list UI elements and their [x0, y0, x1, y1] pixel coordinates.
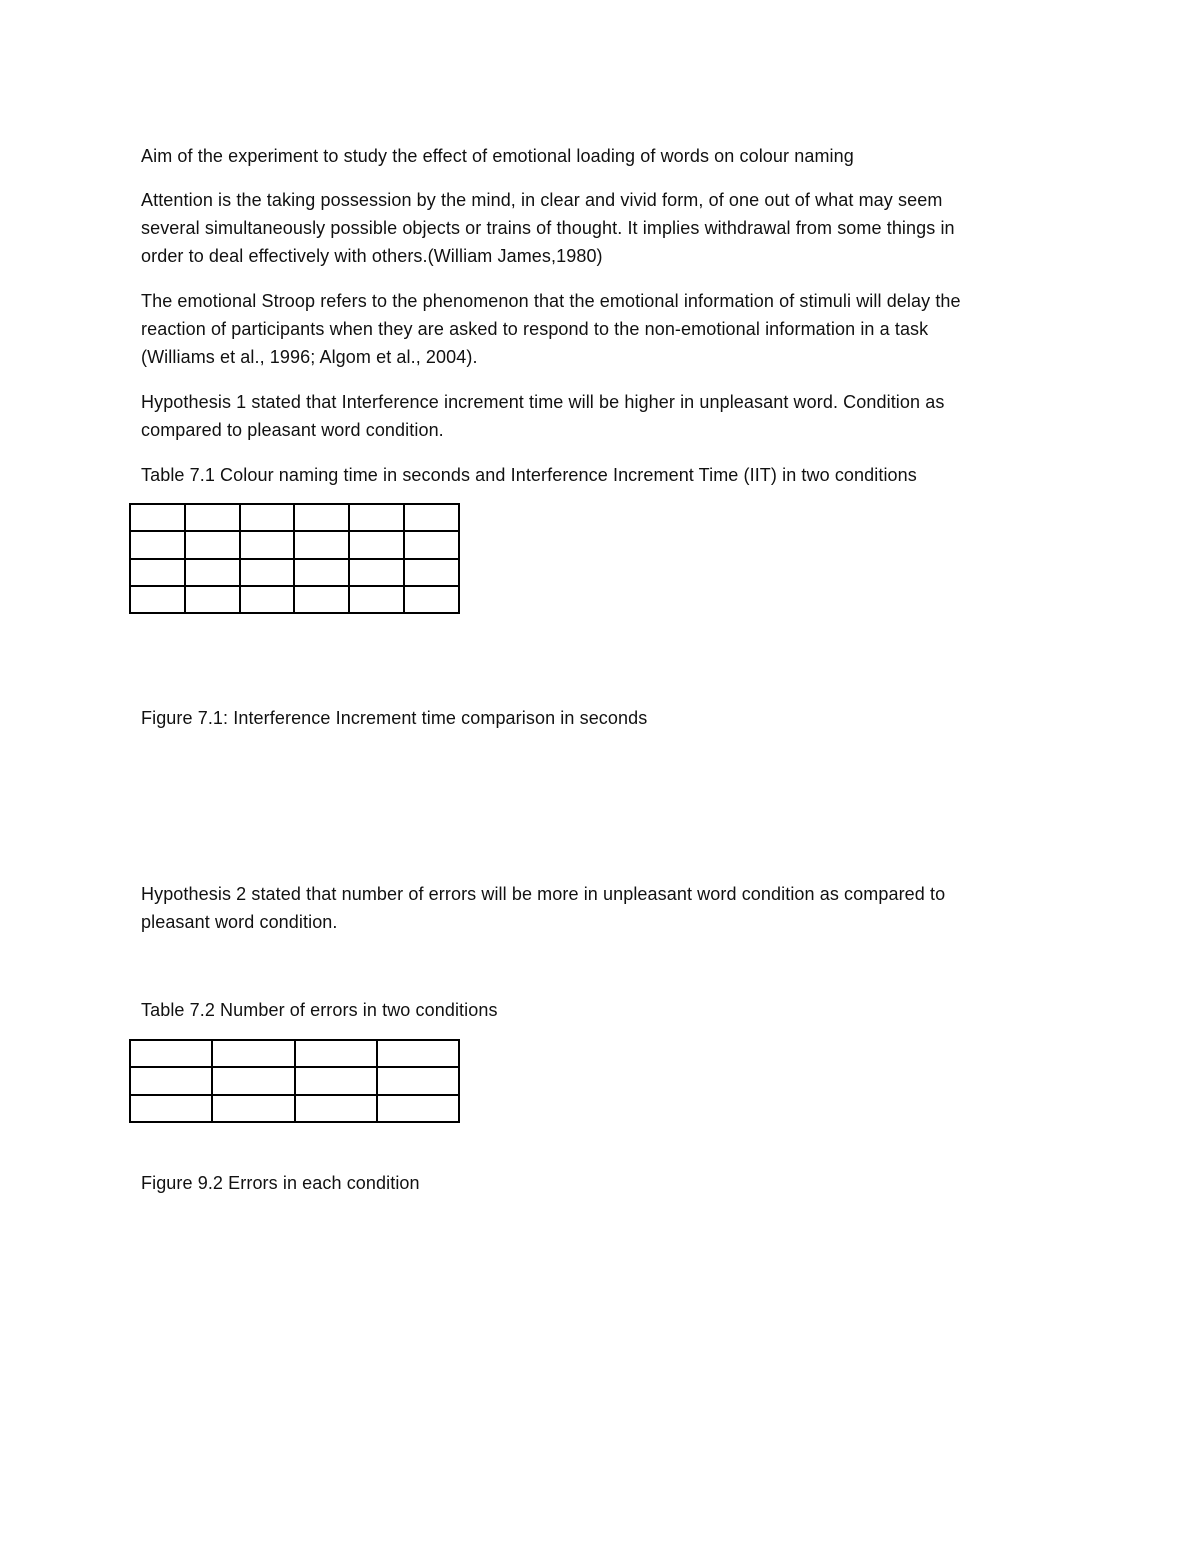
stroop-paragraph — [141, 287, 1071, 371]
table-row — [130, 586, 459, 613]
table-cell — [294, 531, 349, 558]
colour-naming-table — [129, 503, 460, 614]
attention-line: several simultaneously possible objects or trains of thought. It implies withdrawal from some things in — [141, 218, 955, 238]
table-cell — [349, 531, 404, 558]
table-cell — [349, 504, 404, 531]
table-row — [130, 504, 459, 531]
attention-paragraph — [141, 186, 1071, 270]
hypothesis2-line: pleasant word condition. — [141, 912, 338, 932]
table-cell — [377, 1095, 459, 1122]
table-row — [130, 531, 459, 558]
hypothesis1-line: compared to pleasant word condition. — [141, 420, 444, 440]
table-cell — [130, 1040, 212, 1067]
table-cell — [212, 1095, 294, 1122]
table-cell — [185, 504, 240, 531]
table-cell — [404, 531, 459, 558]
table-cell — [130, 1067, 212, 1094]
table-cell — [240, 504, 295, 531]
errors-table — [129, 1039, 460, 1123]
table-cell — [294, 559, 349, 586]
stroop-line: (Williams et al., 1996; Algom et al., 2004). — [141, 347, 478, 367]
table-cell — [294, 504, 349, 531]
table-row — [130, 1095, 459, 1122]
table-cell — [404, 559, 459, 586]
stroop-line: reaction of participants when they are asked to respond to the non-emotional information in a task — [141, 319, 929, 339]
table-cell — [295, 1067, 377, 1094]
table-cell — [130, 559, 185, 586]
table-row — [130, 1040, 459, 1067]
table-cell — [294, 586, 349, 613]
hypothesis1-paragraph — [141, 388, 1071, 444]
table-cell — [185, 586, 240, 613]
table-cell — [240, 531, 295, 558]
table-cell — [295, 1040, 377, 1067]
attention-line: order to deal effectively with others.(William James,1980) — [141, 246, 603, 266]
table-row — [130, 1067, 459, 1094]
table-cell — [212, 1067, 294, 1094]
table-cell — [349, 586, 404, 613]
figure1-caption: Figure 7.1: Interference Increment time comparison in seconds — [141, 708, 648, 728]
table-cell — [130, 586, 185, 613]
table-cell — [377, 1040, 459, 1067]
table-cell — [185, 531, 240, 558]
hypothesis2-line: Hypothesis 2 stated that number of errors will be more in unpleasant word condition as compared to — [141, 884, 946, 904]
table-cell — [130, 531, 185, 558]
table-cell — [240, 559, 295, 586]
table-cell — [404, 504, 459, 531]
table-cell — [130, 1095, 212, 1122]
table-cell — [130, 504, 185, 531]
attention-line: Attention is the taking possession by the mind, in clear and vivid form, of one out of what may seem — [141, 190, 943, 210]
table-cell — [212, 1040, 294, 1067]
table-cell — [185, 559, 240, 586]
table-cell — [295, 1095, 377, 1122]
hypothesis1-line: Hypothesis 1 stated that Interference increment time will be higher in unpleasant word. Condition as — [141, 392, 945, 412]
table-cell — [349, 559, 404, 586]
table-cell — [404, 586, 459, 613]
table-cell — [240, 586, 295, 613]
table1-caption: Table 7.1 Colour naming time in seconds and Interference Increment Time (IIT) in two conditions — [141, 465, 917, 485]
aim-paragraph: Aim of the experiment to study the effect of emotional loading of words on colour naming — [141, 146, 854, 166]
table-cell — [377, 1067, 459, 1094]
table-row — [130, 559, 459, 586]
table2-caption: Table 7.2 Number of errors in two conditions — [141, 1000, 498, 1020]
figure2-caption: Figure 9.2 Errors in each condition — [141, 1173, 420, 1193]
hypothesis2-paragraph — [141, 880, 1071, 936]
stroop-line: The emotional Stroop refers to the phenomenon that the emotional information of stimuli will delay the — [141, 291, 961, 311]
